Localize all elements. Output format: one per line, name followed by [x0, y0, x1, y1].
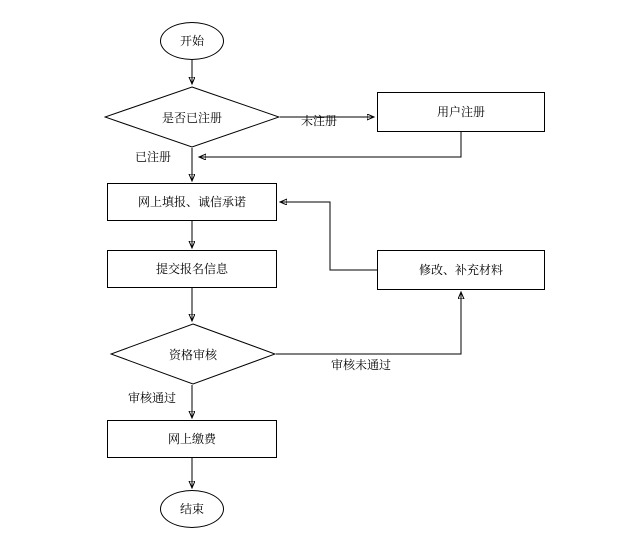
- node-modify-materials-label: 修改、补充材料: [418, 262, 503, 277]
- node-is-registered-label: 是否已注册: [161, 110, 222, 125]
- node-end: [160, 490, 224, 528]
- node-modify-materials: [377, 250, 545, 290]
- edge-label-audit-passed: 审核通过: [128, 391, 177, 405]
- node-start-label: 开始: [179, 33, 204, 48]
- node-start: [160, 22, 224, 60]
- node-online-payment-label: 网上缴费: [167, 431, 216, 446]
- node-online-fill: [107, 183, 277, 221]
- node-online-fill-label: 网上填报、诚信承诺: [137, 194, 246, 209]
- edge-modify-to-fill: [280, 202, 377, 270]
- edge-label-unregistered: 未注册: [301, 114, 338, 128]
- node-submit-info-label: 提交报名信息: [155, 261, 228, 276]
- node-qualification-audit: [110, 323, 276, 385]
- node-user-register: [377, 92, 545, 132]
- edge-audit-to-modify: [276, 292, 461, 354]
- edge-label-registered: 已注册: [135, 150, 172, 164]
- node-user-register-label: 用户注册: [436, 104, 485, 119]
- edge-label-audit-failed: 审核未通过: [331, 358, 392, 372]
- node-qualification-audit-label: 资格审核: [168, 347, 217, 362]
- node-is-registered: [104, 86, 280, 148]
- node-submit-info: [107, 250, 277, 288]
- node-online-payment: [107, 420, 277, 458]
- node-end-label: 结束: [179, 501, 204, 516]
